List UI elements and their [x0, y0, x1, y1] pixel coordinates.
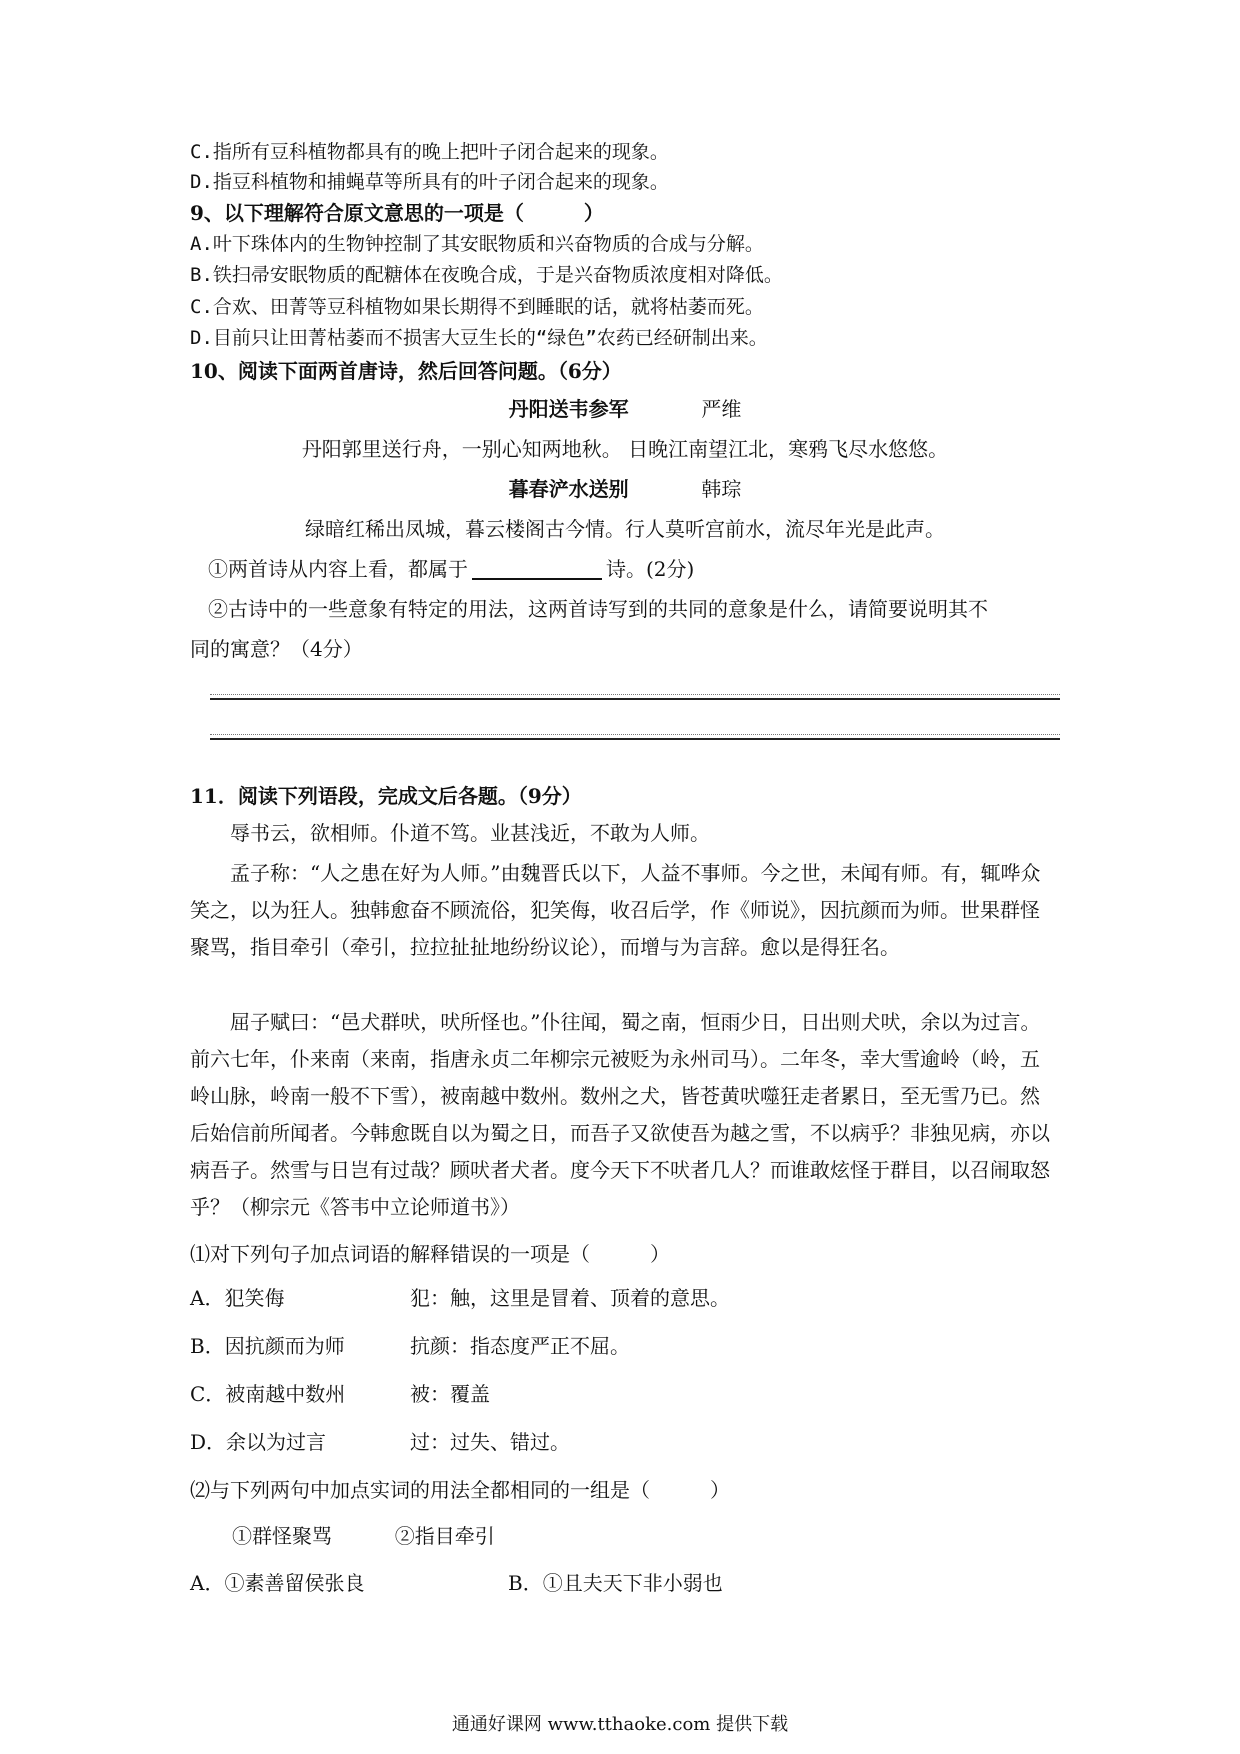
q11-sub2-option-a: A．①素善留侯张良 — [190, 1571, 365, 1595]
q10-sub1 — [208, 553, 1078, 585]
q9-option-d: D.目前只让田菁枯萎而不损害大豆生长的“绿色”农药已经研制出来。 — [190, 327, 768, 349]
poem1-heading — [190, 393, 1060, 425]
poem2-title: 暮春浐水送别 — [508, 477, 629, 501]
passage-paragraph-2: 孟子称：“人之患在好为人师。”由魏晋氏以下，人益不事师。今之世，未闻有师。有，辄哗众笑之，以为狂人。独韩愈奋不顾流俗，犯笑侮，收召后学，作《师说》，因抗颜而为师。世果群怪聚骂，指目牵引（牵引，拉拉扯扯地纷纷议论），而增与为言辞。愈以是得狂名。 — [190, 861, 1041, 959]
q10-sub2-line2: 同的寓意？（4分） — [190, 637, 363, 661]
option-b-gloss: 抗颜：指态度严正不屈。 — [410, 1334, 630, 1358]
poem2-text: 绿暗红稀出凤城，暮云楼阁古今情。行人莫听宫前水，流尽年光是此声。 — [305, 517, 945, 541]
poem2-heading — [190, 473, 1060, 505]
example-2: ②指目牵引 — [394, 1524, 495, 1548]
q9-option-c: C.合欢、田菁等豆科植物如果长期得不到睡眠的话，就将枯萎而死。 — [190, 296, 764, 318]
option-a-gloss: 犯：触，这里是冒着、顶着的意思。 — [410, 1286, 730, 1310]
q11-sub2-option-b: B．①且夫天下非小弱也 — [508, 1571, 723, 1595]
passage-paragraph-1: 辱书云，欲相师。仆道不笃。业甚浅近，不敢为人师。 — [230, 821, 710, 845]
poem2-author: 韩琮 — [701, 477, 742, 501]
q8-option-c: C.指所有豆科植物都具有的晚上把叶子闭合起来的现象。 — [190, 141, 669, 163]
option-a-phrase: A．犯笑侮 — [190, 1286, 285, 1310]
example-1: ①群怪聚骂 — [232, 1524, 332, 1548]
answer-line-2[interactable] — [210, 738, 1060, 740]
q10-sub1-prefix: ①两首诗从内容上看，都属于 — [208, 557, 468, 581]
q9-stem: 9、以下理解符合原文意思的一项是（ ） — [190, 201, 604, 225]
q11-sub1-option-a — [190, 1282, 730, 1314]
q11-sub1-option-c — [190, 1378, 490, 1410]
option-d-phrase: D．余以为过言 — [190, 1430, 327, 1454]
page-footer: 通通好课网 www.tthaoke.com 提供下载 — [451, 1714, 789, 1735]
poem1-title: 丹阳送韦参军 — [508, 397, 629, 421]
q11-stem: 11．阅读下列语段，完成文后各题。（9分） — [190, 784, 582, 808]
passage-paragraph-3: 屈子赋曰：“邑犬群吠，吠所怪也。”仆往闻，蜀之南，恒雨少日，日出则犬吠，余以为过言。前六七年，仆来南（来南，指唐永贞二年柳宗元被贬为永州司马）。二年冬，幸大雪逾岭（岭，五岭山脉，岭南一般不下雪），被南越中数州。数州之犬，皆苍黄吠噬狂走者累日，至无雪乃已。然后始信前所闻者。今韩愈既自以为蜀之日，而吾子又欲使吾为越之雪，不以病乎？非独见病，亦以病吾子。然雪与日岂有过哉？顾吠者犬者。度今天下不吠者几人？而谁敢炫怪于群目，以召闹取怒乎？（柳宗元《答韦中立论师道书》） — [190, 1010, 1050, 1219]
answer-line-1[interactable] — [210, 698, 1060, 700]
answer-blank[interactable] — [472, 556, 602, 580]
option-d-gloss: 过：过失、错过。 — [410, 1430, 570, 1454]
q9-option-a: A.叶下珠体内的生物钟控制了其安眠物质和兴奋物质的合成与分解。 — [190, 233, 764, 255]
q10-sub1-suffix: 诗。(2分) — [606, 557, 695, 581]
q11-sub1-option-b — [190, 1330, 630, 1362]
q11-sub1-stem: ⑴对下列句子加点词语的解释错误的一项是（ ） — [190, 1242, 670, 1266]
option-b-phrase: B．因抗颜而为师 — [190, 1334, 345, 1358]
poem1-author: 严维 — [701, 397, 742, 421]
option-c-gloss: 被：覆盖 — [410, 1382, 490, 1406]
q11-sub2-stem: ⑵与下列两句中加点实词的用法全都相同的一组是（ ） — [190, 1478, 730, 1502]
q10-stem: 10、阅读下面两首唐诗，然后回答问题。（6分） — [190, 359, 622, 383]
q9-option-b: B.铁扫帚安眠物质的配糖体在夜晚合成，于是兴奋物质浓度相对降低。 — [190, 264, 783, 286]
q10-sub2-line1: ②古诗中的一些意象有特定的用法，这两首诗写到的共同的意象是什么，请简要说明其不 — [208, 597, 988, 621]
q11-sub1-option-d — [190, 1426, 570, 1458]
q11-sub2-examples — [232, 1520, 1102, 1552]
q8-option-d: D.指豆科植物和捕蝇草等所具有的叶子闭合起来的现象。 — [190, 171, 669, 193]
poem1-text: 丹阳郭里送行舟，一别心知两地秋。 日晚江南望江北，寒鸦飞尽水悠悠。 — [301, 437, 949, 461]
option-c-phrase: C．被南越中数州 — [190, 1382, 346, 1406]
